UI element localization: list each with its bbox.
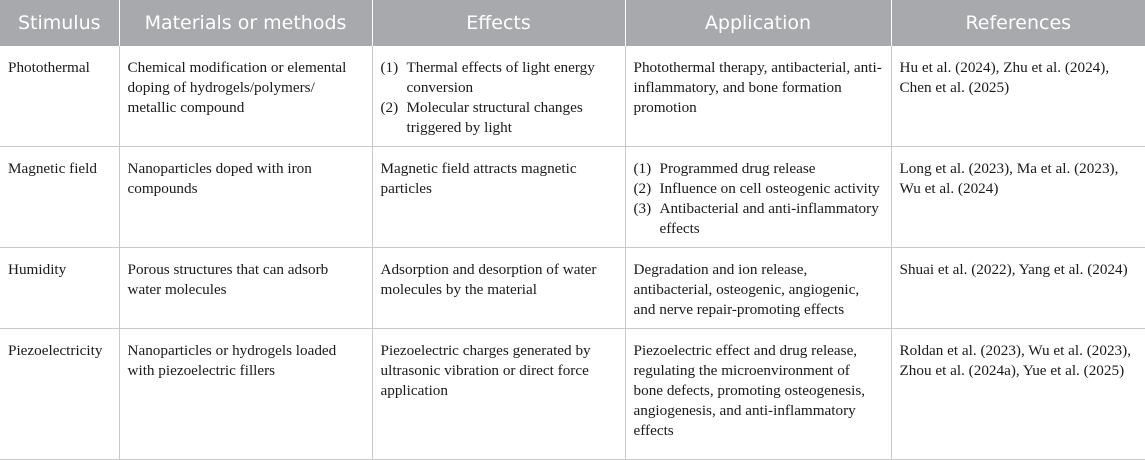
references-cell: Roldan et al. (2023), Wu et al. (2023), Zhou et al. (2024a), Yue et al. (2025)	[891, 329, 1145, 460]
list-number: (1)	[633, 160, 652, 177]
table-row	[0, 46, 1145, 147]
references-cell: Hu et al. (2024), Zhu et al. (2024), Chen et al. (2025)	[891, 46, 1145, 147]
list-number: (2)	[633, 180, 652, 197]
list-item	[634, 179, 883, 199]
materials-cell: Chemical modification or elemental doping of hydrogels/polymers/ metallic compound	[119, 46, 372, 147]
header-references: References	[891, 0, 1145, 46]
list-item	[634, 159, 883, 179]
header-effects: Effects	[372, 0, 625, 46]
header-application: Application	[625, 0, 891, 46]
stimulus-cell: Photothermal	[0, 46, 119, 147]
materials-cell: Nanoparticles or hydrogels loaded with piezoelectric fillers	[119, 329, 372, 460]
table-row	[0, 329, 1145, 460]
application-cell: Piezoelectric effect and drug release, regulating the microenvironment of bone defects, promoting osteogenesis, angiogenesis, and anti-inflammatory effects	[625, 329, 891, 460]
application-list	[634, 159, 883, 239]
effects-cell	[372, 46, 625, 147]
header-materials: Materials or methods	[119, 0, 372, 46]
effects-cell: Adsorption and desorption of water molecules by the material	[372, 248, 625, 329]
application-cell	[625, 147, 891, 248]
list-text: Antibacterial and anti-inflammatory effects	[659, 200, 879, 237]
list-item	[381, 98, 617, 138]
list-number: (2)	[380, 99, 399, 116]
materials-cell: Nanoparticles doped with iron compounds	[119, 147, 372, 248]
effects-cell: Magnetic field attracts magnetic particles	[372, 147, 625, 248]
list-number: (1)	[380, 59, 399, 76]
application-cell: Photothermal therapy, antibacterial, anti-inflammatory, and bone formation promotion	[625, 46, 891, 147]
list-text: Molecular structural changes triggered by light	[406, 99, 583, 136]
list-item	[634, 199, 883, 239]
table-row	[0, 248, 1145, 329]
effects-cell: Piezoelectric charges generated by ultrasonic vibration or direct force application	[372, 329, 625, 460]
table-row	[0, 147, 1145, 248]
header-stimulus: Stimulus	[0, 0, 119, 46]
effects-list	[381, 58, 617, 138]
list-text: Thermal effects of light energy conversion	[406, 59, 595, 96]
references-cell: Shuai et al. (2022), Yang et al. (2024)	[891, 248, 1145, 329]
stimulus-cell: Humidity	[0, 248, 119, 329]
list-text: Programmed drug release	[659, 160, 816, 177]
list-text: Influence on cell osteogenic activity	[659, 180, 880, 197]
materials-cell: Porous structures that can adsorb water molecules	[119, 248, 372, 329]
list-number: (3)	[633, 200, 652, 217]
list-item	[381, 58, 617, 98]
header-row	[0, 0, 1145, 46]
references-cell: Long et al. (2023), Ma et al. (2023), Wu et al. (2024)	[891, 147, 1145, 248]
stimulus-cell: Piezoelectricity	[0, 329, 119, 460]
application-cell: Degradation and ion release, antibacterial, osteogenic, angiogenic, and nerve repair-promoting effects	[625, 248, 891, 329]
stimulus-cell: Magnetic field	[0, 147, 119, 248]
